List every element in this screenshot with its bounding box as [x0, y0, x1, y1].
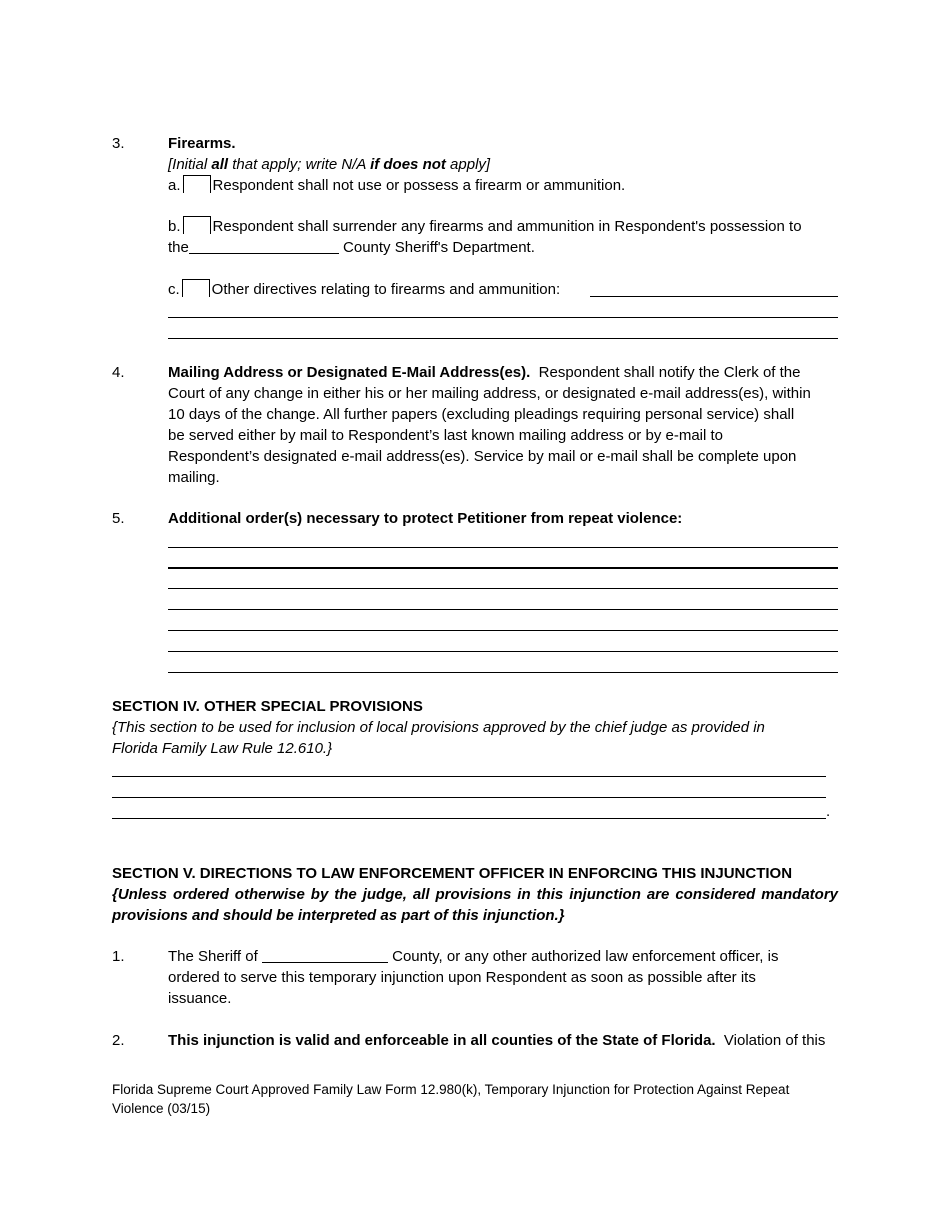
- special-provisions-period: .: [826, 803, 831, 820]
- item-3a: a. Respondent shall not use or possess a firearm or ammunition.: [168, 177, 626, 194]
- section-5-item-2-text: This injunction is valid and enforceable in all counties of the State of Florida. Violation of this: [168, 1032, 826, 1049]
- special-provisions-line-2[interactable]: [112, 797, 826, 798]
- initial-box-3b[interactable]: [183, 216, 211, 234]
- item-3b-line2: the County Sheriff's Department.: [168, 239, 535, 256]
- additional-order-line-1[interactable]: [168, 547, 838, 548]
- additional-order-line-5[interactable]: [168, 630, 838, 631]
- special-provisions-line-3[interactable]: [112, 818, 826, 819]
- section-5-item-2-number: 2.: [112, 1032, 125, 1049]
- footer-line-1: Florida Supreme Court Approved Family Law Form 12.980(k), Temporary Injunction for Protection Against Repeat: [112, 1082, 790, 1097]
- item-4-text: Mailing Address or Designated E-Mail Address(es). Respondent shall notify the Clerk of the Court of any change in either his or her mailing address, or designated e-mail address(es), within 10 days of the change. All further papers (excluding pleadings requiring personal service) shall be served either by mail to Respondent’s last known mailing address or by e-mail to Respondent’s designated e-mail address(es). Service by mail or e-mail shall be complete upon mailing.: [168, 364, 811, 486]
- additional-order-line-3[interactable]: [168, 588, 838, 589]
- county-blank-3b[interactable]: [189, 239, 339, 254]
- item-3-title: Firearms.: [168, 135, 236, 152]
- firearm-directive-line-2[interactable]: [168, 338, 838, 339]
- item-5-number: 5.: [112, 510, 125, 527]
- additional-order-line-7[interactable]: [168, 672, 838, 673]
- item-5-title: Additional order(s) necessary to protect Petitioner from repeat violence:: [168, 510, 683, 527]
- section-4-heading: SECTION IV. OTHER SPECIAL PROVISIONS: [112, 698, 423, 715]
- firearm-directive-line-1[interactable]: [168, 317, 838, 318]
- item-3-number: 3.: [112, 135, 125, 152]
- section-5-item-1-line-3: issuance.: [168, 990, 232, 1007]
- footer-line-2: Violence (03/15): [112, 1101, 211, 1116]
- additional-order-line-4[interactable]: [168, 609, 838, 610]
- section-4-note-line-1: {This section to be used for inclusion of local provisions approved by the chief judge as provided in: [112, 719, 765, 736]
- item-4-number: 4.: [112, 364, 125, 381]
- additional-order-line-6[interactable]: [168, 651, 838, 652]
- initial-box-3c[interactable]: [182, 279, 210, 297]
- section-5-item-1-line-2: ordered to serve this temporary injunction upon Respondent as soon as possible after its: [168, 969, 756, 986]
- special-provisions-line-1[interactable]: [112, 776, 826, 777]
- section-5-item-1-line-1: The Sheriff of County, or any other authorized law enforcement officer, is: [168, 948, 779, 965]
- item-3b: b. Respondent shall surrender any firearms and ammunition in Respondent's possession to: [168, 218, 802, 235]
- item-3-instruction: [Initial all that apply; write N/A if does not apply]: [168, 156, 491, 173]
- initial-box-3a[interactable]: [183, 175, 211, 193]
- section-4-note-line-2: Florida Family Law Rule 12.610.}: [112, 740, 333, 757]
- section-5-note-line-1: {Unless ordered otherwise by the judge, all provisions in this injunction are considered mandatory: [112, 886, 838, 903]
- firearm-directive-blank[interactable]: [590, 296, 838, 297]
- section-5-heading: SECTION V. DIRECTIONS TO LAW ENFORCEMENT OFFICER IN ENFORCING THIS INJUNCTION: [112, 865, 793, 882]
- section-5-item-1-number: 1.: [112, 948, 125, 965]
- sheriff-county-blank[interactable]: [262, 948, 388, 963]
- section-5-note-line-2: provisions and should be interpreted as part of this injunction.}: [112, 907, 565, 924]
- footer: [112, 1080, 789, 1118]
- additional-order-line-2[interactable]: [168, 567, 838, 569]
- item-3c: c. Other directives relating to firearms and ammunition:: [168, 281, 561, 298]
